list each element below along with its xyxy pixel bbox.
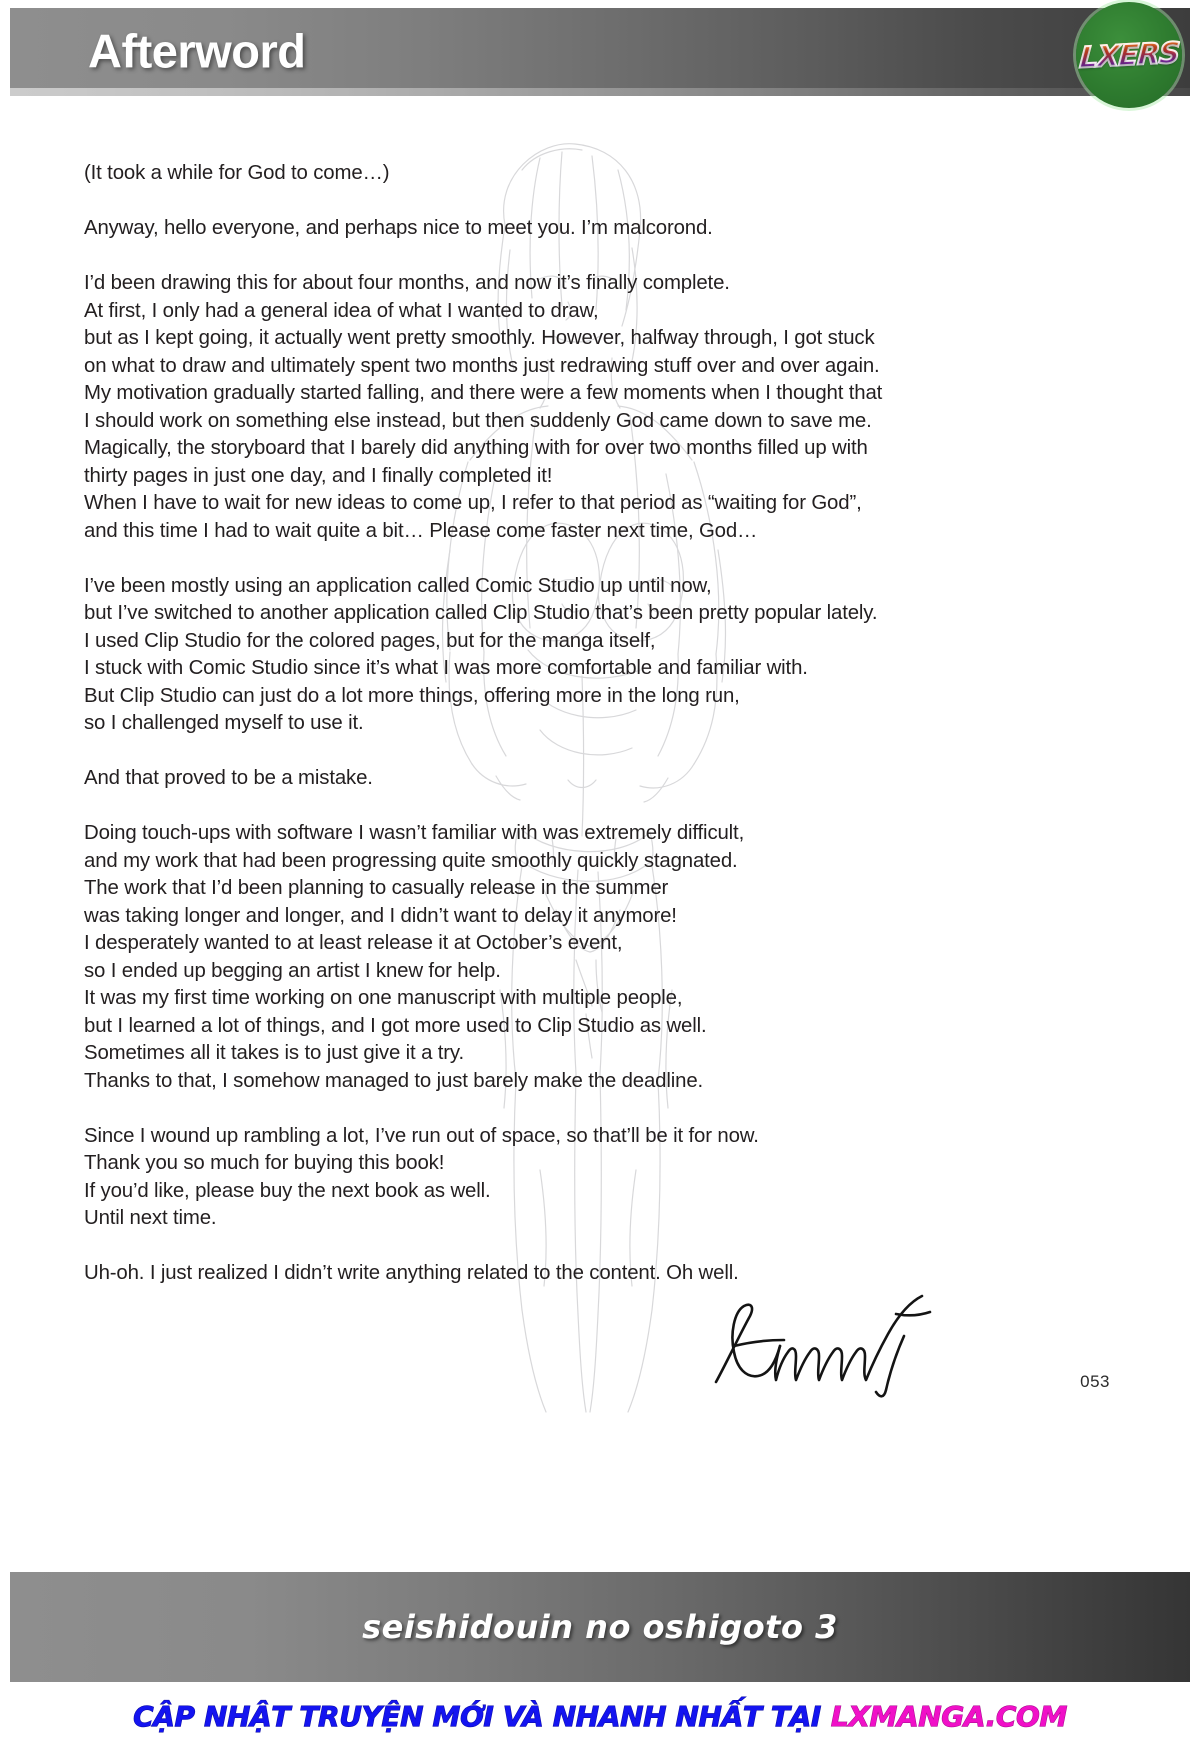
afterword-line: I’ve been mostly using an application called Comic Studio up until now, — [84, 574, 712, 597]
afterword-paragraph — [84, 1260, 1024, 1288]
page-number: 053 — [1080, 1372, 1110, 1391]
afterword-line: My motivation gradually started falling, and there were a few moments when I thought that — [84, 382, 883, 404]
afterword-line: It was my first time working on one manuscript with multiple people, — [84, 987, 683, 1009]
afterword-line: Uh-oh. I just realized I didn’t write anything related to the content. Oh well. — [84, 1262, 739, 1284]
site-watermark — [0, 1700, 1200, 1733]
afterword-paragraph — [84, 573, 1024, 738]
series-title: seishidouin no oshigoto 3 — [362, 1608, 838, 1646]
page-margin-right — [1190, 0, 1200, 1753]
afterword-paragraph — [84, 820, 1024, 1095]
afterword-paragraph — [84, 160, 1024, 188]
afterword-line: Thanks to that, I somehow managed to just barely make the deadline. — [84, 1069, 704, 1092]
afterword-line: The work that I’d been planning to casually release in the summer — [84, 877, 669, 899]
afterword-line: and my work that had been progressing quite smoothly quickly stagnated. — [84, 849, 738, 872]
afterword-line: I desperately wanted to at least release it at October’s event, — [84, 932, 623, 954]
afterword-paragraph — [84, 270, 1024, 545]
afterword-line: Anyway, hello everyone, and perhaps nice to meet you. I’m malcorond. — [84, 217, 713, 239]
lxers-logo — [1076, 2, 1182, 108]
afterword-line: If you’d like, please buy the next book as well. — [84, 1179, 491, 1202]
afterword-line: thirty pages in just one day, and I finally completed it! — [84, 464, 553, 487]
afterword-line: Until next time. — [84, 1207, 217, 1229]
afterword-line: Thank you so much for buying this book! — [84, 1152, 445, 1174]
chapter-header-banner — [10, 8, 1190, 96]
chapter-footer-banner — [10, 1572, 1190, 1682]
afterword-line: (It took a while for God to come…) — [84, 162, 390, 184]
afterword-line: was taking longer and longer, and I didn’t want to delay it anymore! — [84, 904, 677, 927]
afterword-line: but I learned a lot of things, and I got more used to Clip Studio as well. — [84, 1014, 707, 1037]
afterword-line: But Clip Studio can just do a lot more things, offering more in the long run, — [84, 684, 740, 707]
afterword-line: on what to draw and ultimately spent two months just redrawing stuff over and over again. — [84, 354, 880, 377]
page-margin-left — [0, 0, 10, 1753]
afterword-line: and this time I had to wait quite a bit… Please come faster next time, God… — [84, 519, 758, 542]
afterword-line: I stuck with Comic Studio since it’s what I was more comfortable and familiar with. — [84, 657, 808, 679]
watermark-site-url[interactable]: LXMANGA.COM — [830, 1700, 1067, 1733]
afterword-line: Since I wound up rambling a lot, I’ve run out of space, so that’ll be it for now. — [84, 1124, 759, 1147]
afterword-line: And that proved to be a mistake. — [84, 767, 373, 789]
watermark-tagline: CẬP NHẬT TRUYỆN MỚI VÀ NHANH NHẤT TẠI — [133, 1700, 821, 1733]
afterword-paragraph — [84, 215, 1024, 243]
afterword-paragraph — [84, 1123, 1024, 1233]
lxers-logo-text: LXERS — [1078, 35, 1180, 75]
afterword-line: Magically, the storyboard that I barely did anything with for over two months filled up with — [84, 437, 868, 459]
afterword-line: Sometimes all it takes is to just give it a try. — [84, 1042, 464, 1064]
afterword-line: When I have to wait for new ideas to come up, I refer to that period as “waiting for God”, — [84, 492, 862, 514]
afterword-line: I used Clip Studio for the colored pages, but for the manga itself, — [84, 629, 656, 652]
afterword-line: but as I kept going, it actually went pretty smoothly. However, halfway through, I got stuck — [84, 327, 875, 349]
afterword-paragraph — [84, 765, 1024, 793]
afterword-text-body — [84, 160, 1024, 1315]
afterword-line: so I ended up begging an artist I knew for help. — [84, 959, 501, 982]
afterword-line: so I challenged myself to use it. — [84, 712, 364, 734]
afterword-line: At first, I only had a general idea of what I wanted to draw, — [84, 299, 599, 322]
author-signature — [700, 1290, 965, 1400]
page-title: Afterword — [88, 24, 306, 78]
afterword-line: but I’ve switched to another application called Clip Studio that’s been pretty popular lately. — [84, 602, 878, 624]
afterword-line: I should work on something else instead, but then suddenly God came down to save me. — [84, 409, 872, 432]
afterword-line: I’d been drawing this for about four months, and now it’s finally complete. — [84, 272, 730, 294]
afterword-line: Doing touch-ups with software I wasn’t familiar with was extremely difficult, — [84, 822, 745, 844]
